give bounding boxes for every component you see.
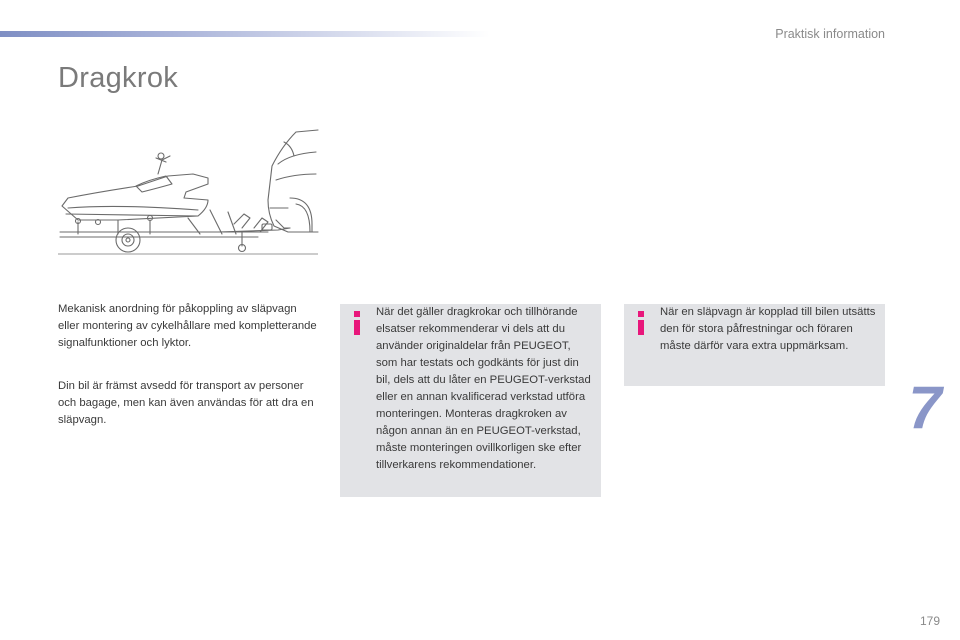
intro-paragraph: Mekanisk anordning för påkoppling av släpvagn eller montering av cykelhållare med kompletterande signalfunktioner och lyktor. — [58, 303, 317, 349]
info-box-recommendation — [340, 304, 601, 497]
info-box-text: När en släpvagn är kopplad till bilen utsätts den för stora påfrestningar och föraren måste därför vara extra uppmärksam. — [660, 306, 876, 352]
section-label: Praktisk information — [775, 27, 885, 41]
header-gradient-bar — [0, 31, 490, 37]
page-title: Dragkrok — [58, 62, 179, 94]
info-box-text: När det gäller dragkrokar och tillhörande elsatser rekommenderar vi dels att du använder originaldelar från PEUGEOT, som har testats och godkänts för just din bil, dels att du låter en PEUGEOT-verkstad eller en annan kvalificerad verkstad utföra monteringen. Monteras dragkroken av någon annan än en PEUGEOT-verkstad, måste monteringen ovillkorligen ske efter tillverkarens rekommendationer. — [376, 306, 591, 471]
usage-paragraph: Din bil är främst avsedd för transport av personer och bagage, men kan även användas för att dra en släpvagn. — [58, 380, 314, 426]
info-icon — [350, 310, 364, 336]
chapter-number: 7 — [908, 374, 942, 441]
towing-illustration — [58, 128, 320, 258]
info-box-warning — [624, 304, 885, 386]
info-icon — [634, 310, 648, 336]
page-number: 179 — [919, 614, 940, 628]
